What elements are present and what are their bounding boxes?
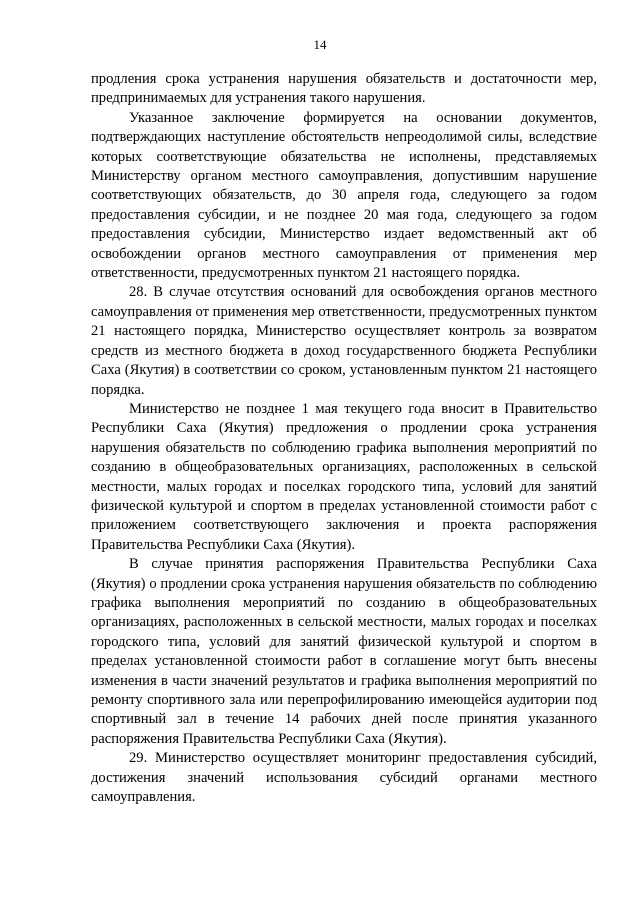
- paragraph-conclusion: Указанное заключение формируется на основании документов, подтверждающих наступление обстоятельств непреодолимой силы, вследствие которых соответствующие обязательства не исполнены, представляемых Министерству органом местного самоуправления, допустившим нарушение соответствующих обязательств, до 30 апреля года, следующего за годом предоставления субсидии, и не позднее 20 мая года, следующего за годом предоставления субсидии, Министерство издает ведомственный акт об освобождении органов местного самоуправления от применения мер ответственности, предусмотренных пунктом 21 настоящего порядка.: [91, 109, 597, 282]
- paragraph-item-29: 29. Министерство осуществляет мониторинг предоставления субсидий, достижения значений использования субсидий органами местного самоуправления.: [91, 750, 597, 806]
- paragraph-ministry-proposal: Министерство не позднее 1 мая текущего года вносит в Правительство Республики Саха (Якутия) предложения о продлении срока устранения нарушения обязательств по соблюдению графика выполнения мероприятий по созданию в общеобразовательных организациях, расположенных в сельской местности, малых городах и поселках городского типа, условий для занятий физической культурой и спортом в пределах установленной стоимости работ с приложением соответствующего заключения и проекта распоряжения Правительства Республики Саха (Якутия).: [91, 400, 597, 553]
- paragraph-item-28: 28. В случае отсутствия оснований для освобождения органов местного самоуправления от применения мер ответственности, предусмотренных пунктом 21 настоящего порядка, Министерство осуществляет контроль за возвратом средств из местного бюджета в доход государственного бюджета Республики Саха (Якутия) в соответствии со сроком, установленным пунктом 21 настоящего порядка.: [91, 284, 597, 398]
- paragraph-continuation: продления срока устранения нарушения обязательств и достаточности мер, предпринимаемых для устранения такого нарушения.: [91, 71, 597, 107]
- page-number: 14: [313, 37, 327, 52]
- document-body: [91, 70, 597, 807]
- paragraph-decree-case: В случае принятия распоряжения Правительства Республики Саха (Якутия) о продлении срока устранения нарушения обязательств по соблюдению графика выполнения мероприятий по созданию в общеобразовательных организациях, расположенных в сельской местности, малых городах и поселках городского типа, условий для занятий физической культурой и спортом в пределах установленной стоимости работ в соглашение могут быть внесены изменения в части значений результатов и графика выполнения мероприятий по ремонту спортивного зала или перепрофилированию имеющейся аудитории под спортивный зал в течение 14 рабочих дней после принятия указанного распоряжения Правительства Республики Саха (Якутия).: [91, 556, 597, 747]
